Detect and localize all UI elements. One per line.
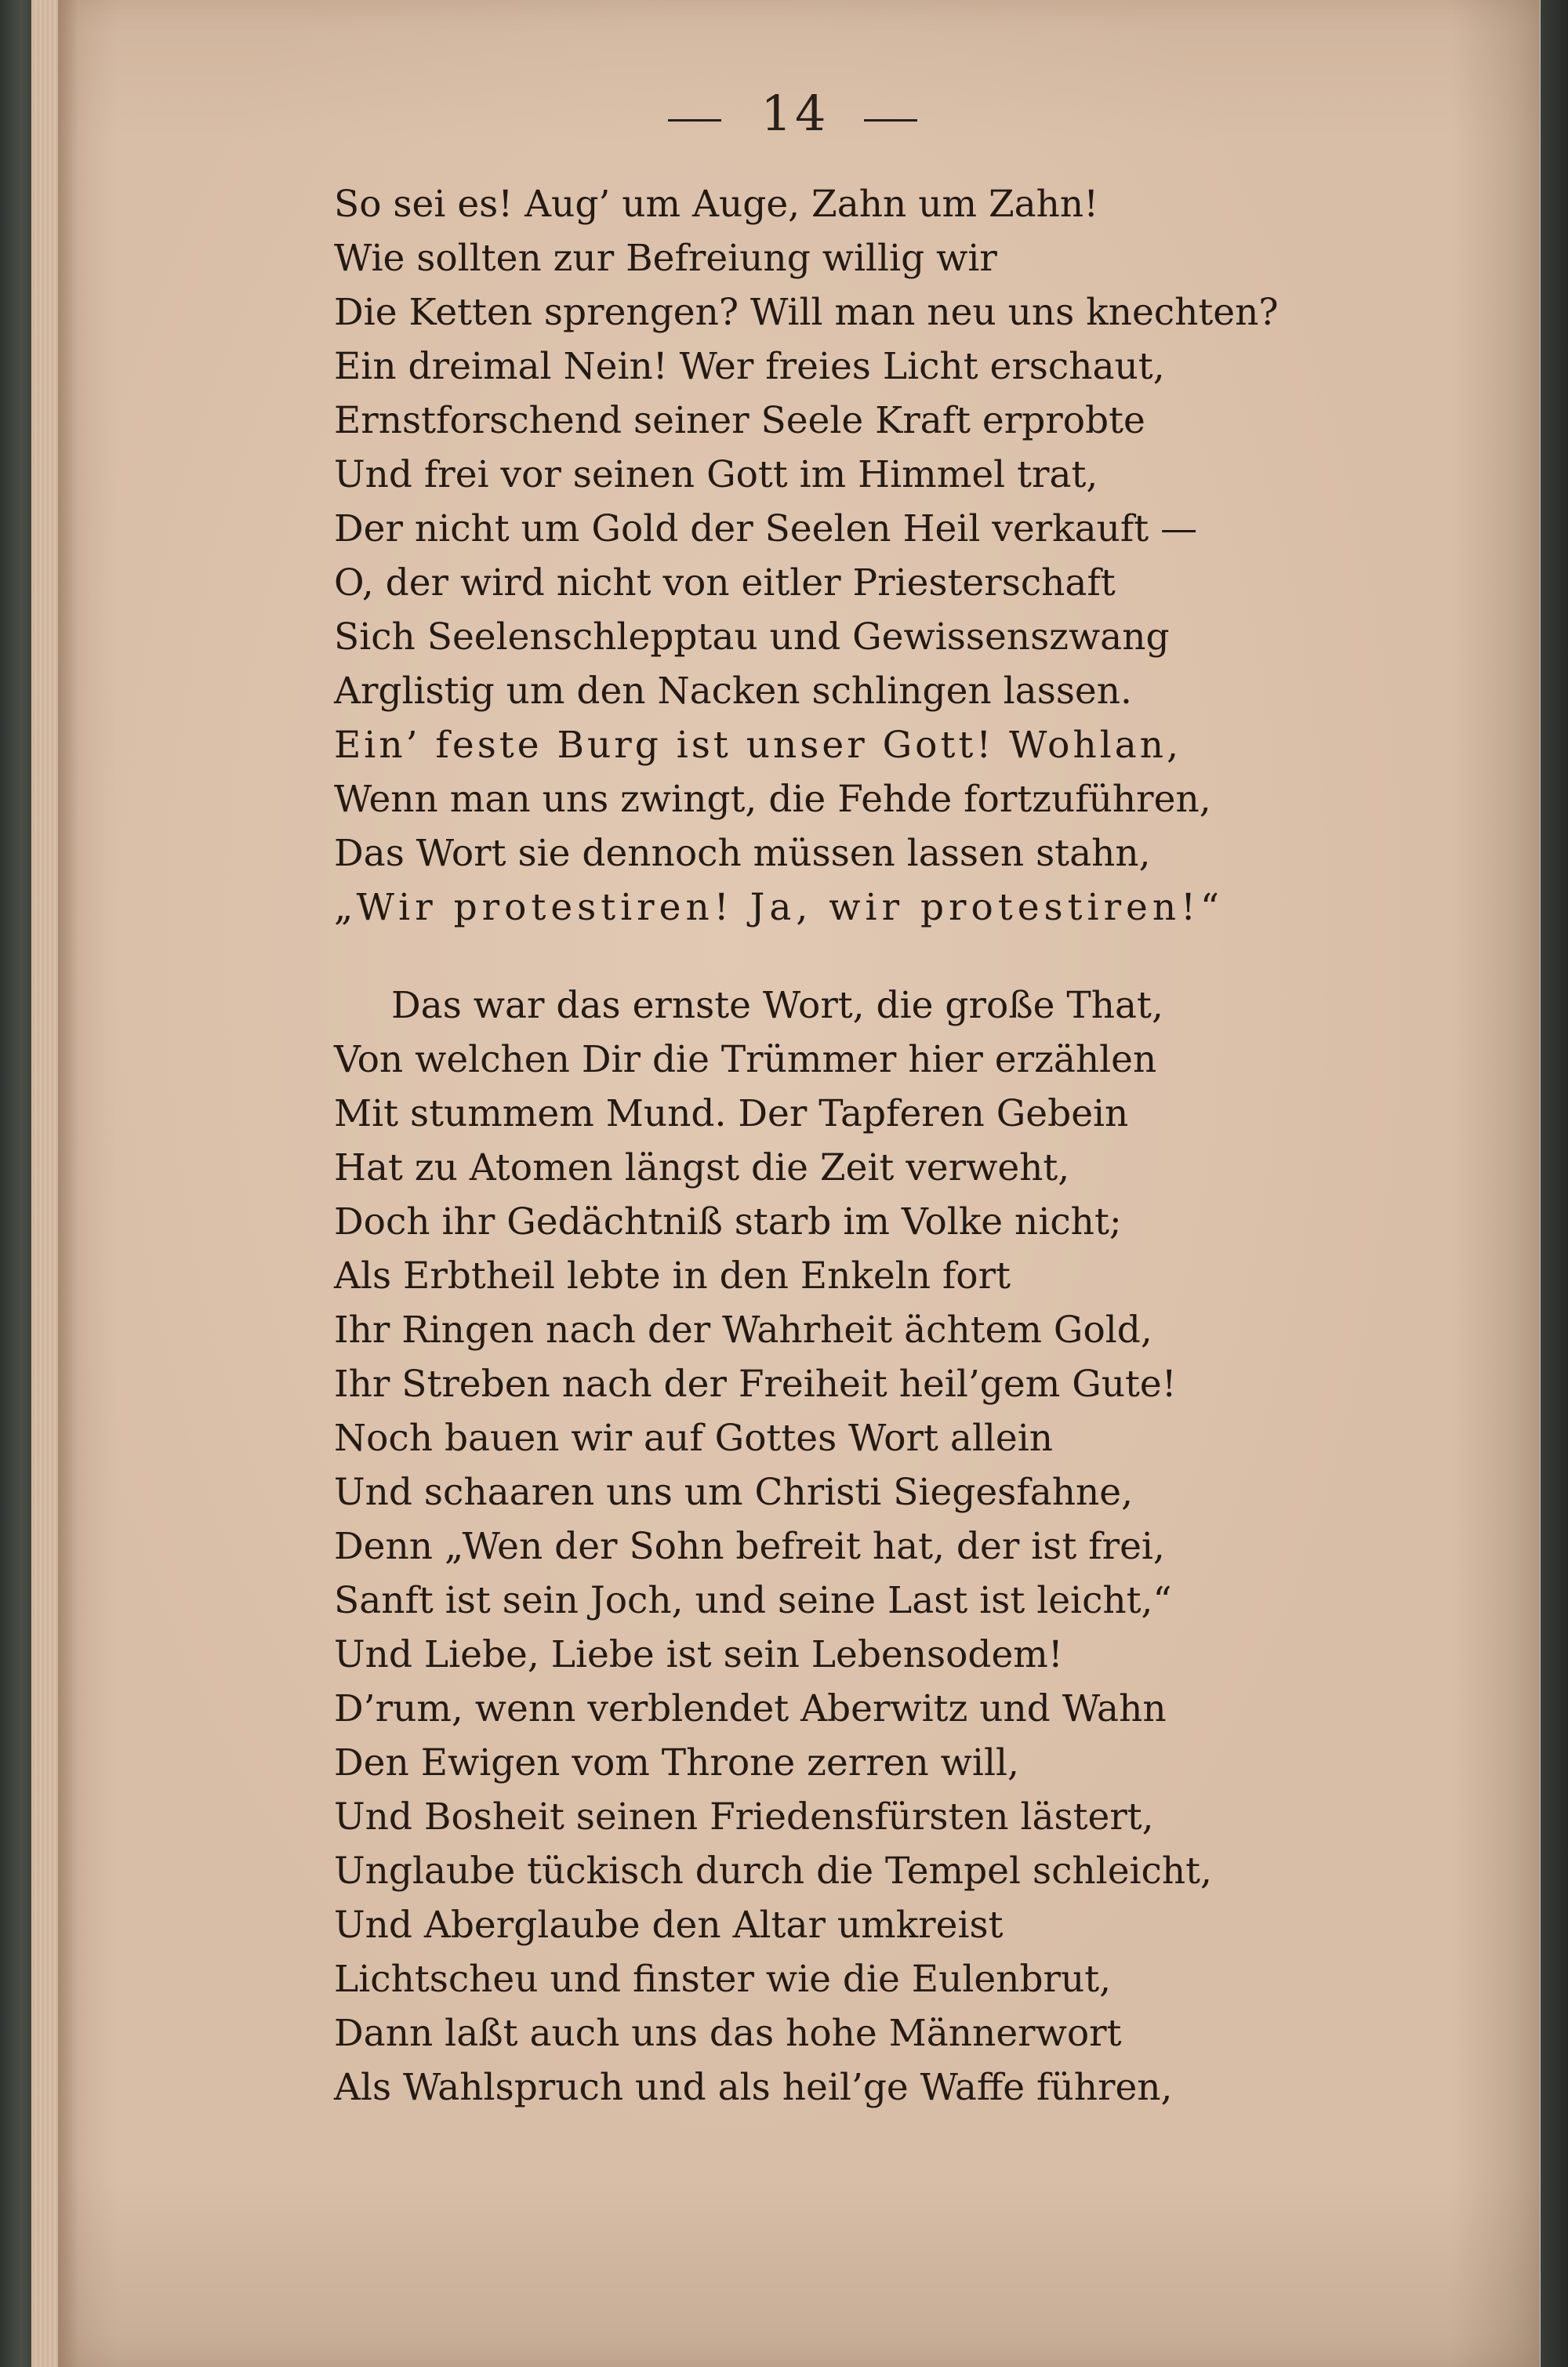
- poem-line: Ihr Streben nach der Freiheit heil’gem Gute!: [334, 1363, 1177, 1406]
- poem-line: Von welchen Dir die Trümmer hier erzählen: [334, 1038, 1157, 1081]
- poem-line: Als Erbtheil lebte in den Enkeln fort: [334, 1254, 1011, 1298]
- poem-line: So sei es! Aug’ um Auge, Zahn um Zahn!: [334, 183, 1099, 226]
- poem-line: „Wir protestiren! Ja, wir protestiren!“: [334, 886, 1225, 929]
- poem-line: Ernstforschend seiner Seele Kraft erprobte: [334, 399, 1145, 442]
- poem-line: Ein’ feste Burg ist unser Gott! Wohlan,: [334, 724, 1182, 767]
- poem-line: Sanft ist sein Joch, und seine Last ist leicht,“: [334, 1579, 1172, 1622]
- poem-line: Und Bosheit seinen Friedensfürsten lästert,: [334, 1795, 1154, 1839]
- poem-line: Das Wort sie dennoch müssen lassen stahn,: [334, 832, 1151, 875]
- poem-line: Dann laßt auch uns das hohe Männerwort: [334, 2012, 1122, 2055]
- poem-line: Arglistig um den Nacken schlingen lassen.: [334, 670, 1132, 713]
- page-number: 14: [760, 85, 829, 142]
- poem-line: Noch bauen wir auf Gottes Wort allein: [334, 1417, 1054, 1460]
- poem-line: Wenn man uns zwingt, die Fehde fortzuführen,: [334, 778, 1211, 821]
- poem-line: Und Liebe, Liebe ist sein Lebensodem!: [334, 1633, 1063, 1676]
- poem-line: O, der wird nicht von eitler Priesterschaft: [334, 561, 1116, 604]
- poem-line: Hat zu Atomen längst die Zeit verweht,: [334, 1146, 1070, 1189]
- poem-line: Die Ketten sprengen? Will man neu uns knechten?: [334, 291, 1279, 334]
- poem-line: Und frei vor seinen Gott im Himmel trat,: [334, 453, 1098, 496]
- poem-line: Doch ihr Gedächtniß starb im Volke nicht;: [334, 1200, 1122, 1243]
- poem-line: Und Aberglaube den Altar umkreist: [334, 1904, 1004, 1947]
- poem-line: Sich Seelenschlepptau und Gewissenszwang: [334, 615, 1170, 659]
- book-cover-right-edge: [1538, 0, 1568, 2367]
- poem-line: Den Ewigen vom Throne zerren will,: [334, 1741, 1019, 1784]
- poem-line: Ihr Ringen nach der Wahrheit ächtem Gold,: [334, 1309, 1152, 1352]
- poem-line: Mit stummem Mund. Der Tapferen Gebein: [334, 1092, 1129, 1135]
- poem-line: Und schaaren uns um Christi Siegesfahne,: [334, 1471, 1134, 1514]
- poem-line: Lichtscheu und finster wie die Eulenbrut,: [334, 1958, 1112, 2001]
- poem-line: Ein dreimal Nein! Wer freies Licht erschaut,: [334, 345, 1165, 388]
- poem-line: Als Wahlspruch und als heil’ge Waffe führen,: [334, 2066, 1173, 2109]
- poem-line: Das war das ernste Wort, die große That,: [391, 984, 1163, 1027]
- poem-line: Wie sollten zur Befreiung willig wir: [334, 237, 997, 280]
- poem-line: D’rum, wenn verblendet Aberwitz und Wahn: [334, 1687, 1167, 1730]
- poem-line: Unglaube tückisch durch die Tempel schleicht,: [334, 1850, 1212, 1893]
- book-page: [58, 0, 1540, 2367]
- poem-line: Denn „Wen der Sohn befreit hat, der ist frei,: [334, 1525, 1165, 1568]
- poem-line: Der nicht um Gold der Seelen Heil verkauft —: [334, 507, 1198, 550]
- book-cover-left-edge: [0, 0, 34, 2367]
- poem-text: [58, 0, 1540, 2367]
